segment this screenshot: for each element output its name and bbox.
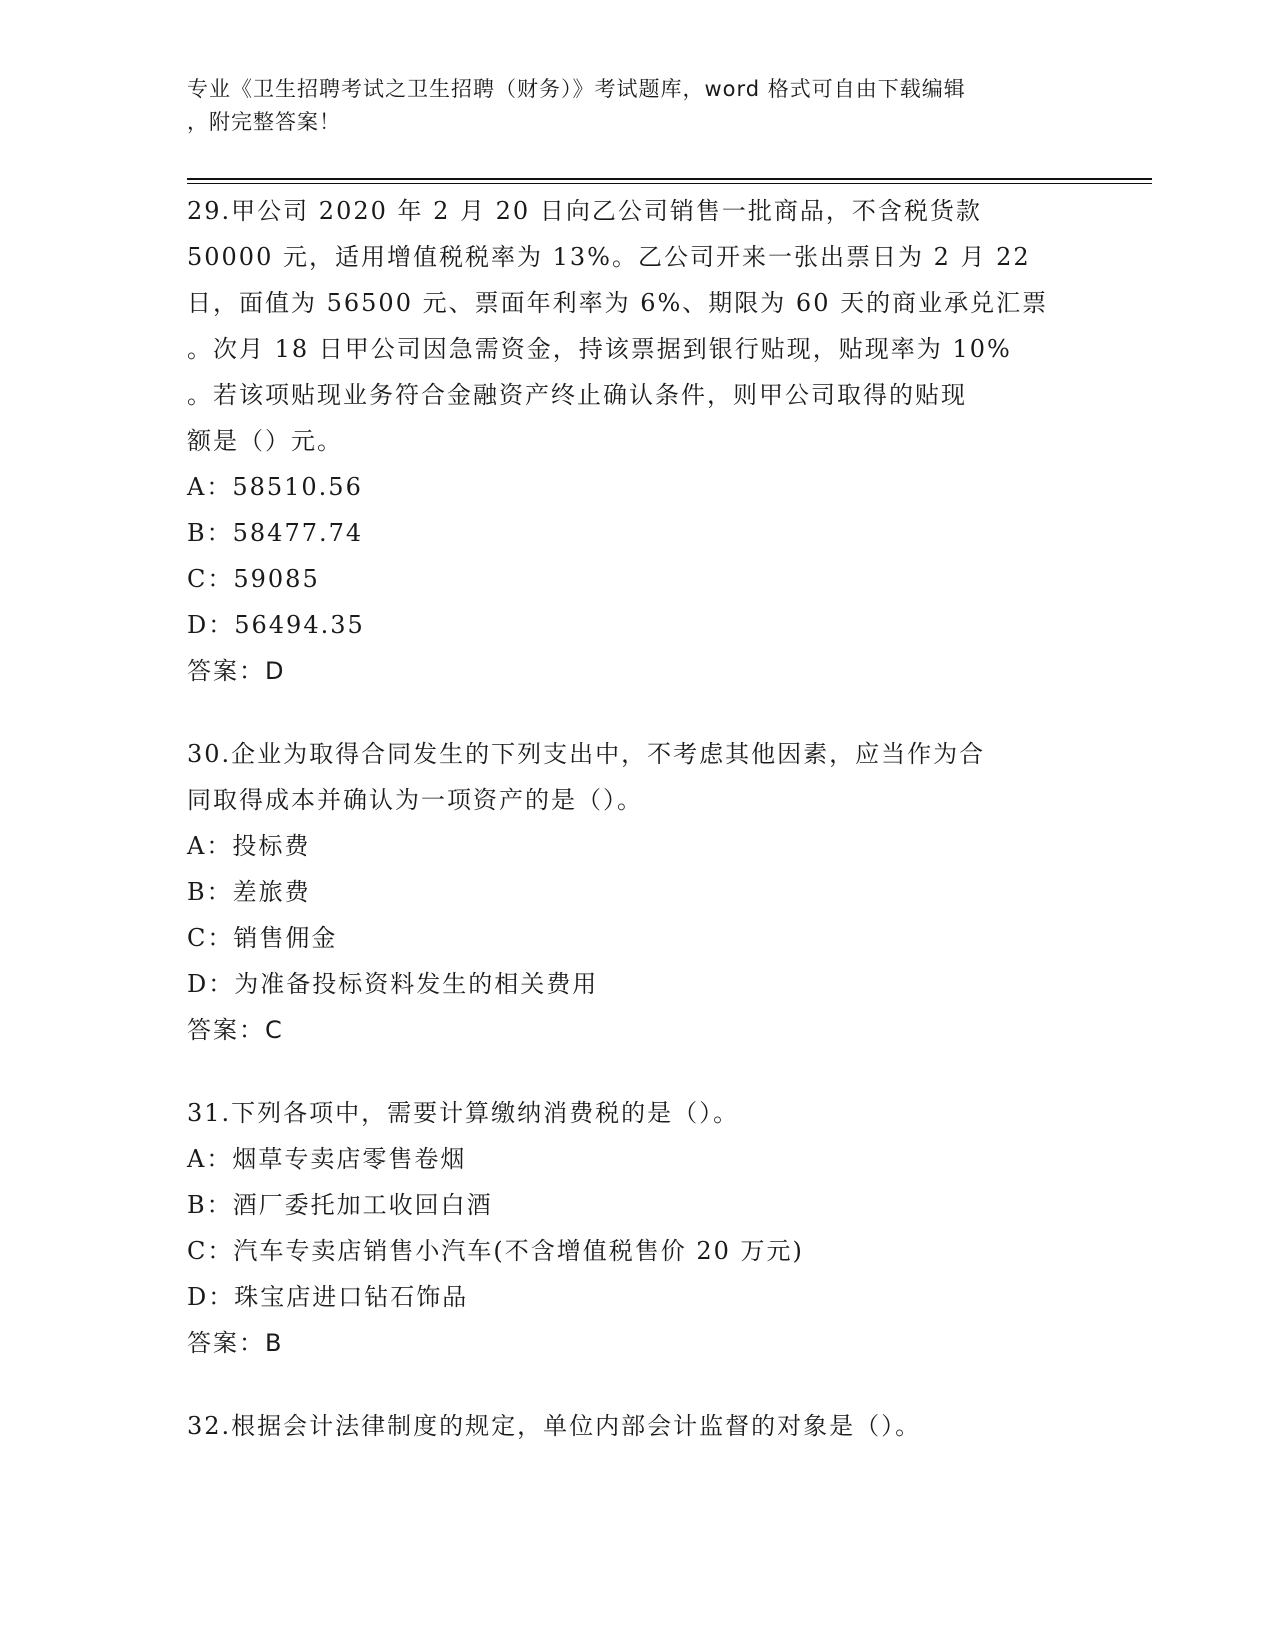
question-text-line: 31.下列各项中，需要计算缴纳消费税的是（）。 <box>187 1099 740 1127</box>
question-32 <box>187 1403 1087 1449</box>
question-29 <box>187 188 1087 694</box>
header-title-line-2: ，附完整答案！ <box>187 110 341 134</box>
option-d: D：为准备投标资料发生的相关费用 <box>187 970 599 998</box>
question-text-line: 同取得成本并确认为一项资产的是（）。 <box>187 786 643 814</box>
question-text-line: 50000 元，适用增值税税率为 13%。乙公司开来一张出票日为 2 月 22 <box>187 243 1031 271</box>
question-30 <box>187 731 1087 1053</box>
option-d: D：珠宝店进口钻石饰品 <box>187 1283 469 1311</box>
question-text-line: 。若该项贴现业务符合金融资产终止确认条件，则甲公司取得的贴现 <box>187 381 967 409</box>
document-header <box>187 73 1067 139</box>
question-text-line: 日，面值为 56500 元、票面年利率为 6%、期限为 60 天的商业承兑汇票 <box>187 289 1049 317</box>
option-b: B：差旅费 <box>187 878 311 906</box>
option-b: B：酒厂委托加工收回白酒 <box>187 1191 493 1219</box>
answer-label: 答案：C <box>187 1016 284 1044</box>
option-a: A：投标费 <box>187 832 311 860</box>
question-list <box>187 188 1087 1486</box>
option-c: C：销售佣金 <box>187 924 338 952</box>
option-a: A：烟草专卖店零售卷烟 <box>187 1145 467 1173</box>
question-text-line: 。次月 18 日甲公司因急需资金，持该票据到银行贴现，贴现率为 10% <box>187 335 1012 363</box>
question-text-line: 32.根据会计法律制度的规定，单位内部会计监督的对象是（）。 <box>187 1412 922 1440</box>
option-d: D：56494.35 <box>187 611 365 639</box>
header-divider-thick <box>187 178 1152 180</box>
question-text-line: 30.企业为取得合同发生的下列支出中，不考虑其他因素，应当作为合 <box>187 740 986 768</box>
option-b: B：58477.74 <box>187 519 364 547</box>
option-a: A：58510.56 <box>187 473 363 501</box>
option-c: C：59085 <box>187 565 320 593</box>
question-text-line: 29.甲公司 2020 年 2 月 20 日向乙公司销售一批商品，不含税货款 <box>187 197 982 225</box>
question-31 <box>187 1090 1087 1366</box>
question-text-line: 额是（）元。 <box>187 427 343 455</box>
option-c: C：汽车专卖店销售小汽车(不含增值税售价 20 万元) <box>187 1237 804 1265</box>
header-divider-thin <box>187 183 1152 184</box>
answer-label: 答案：B <box>187 1329 284 1357</box>
header-title-line-1: 专业《卫生招聘考试之卫生招聘（财务）》考试题库，word 格式可自由下载编辑 <box>187 77 966 101</box>
answer-label: 答案：D <box>187 657 286 685</box>
